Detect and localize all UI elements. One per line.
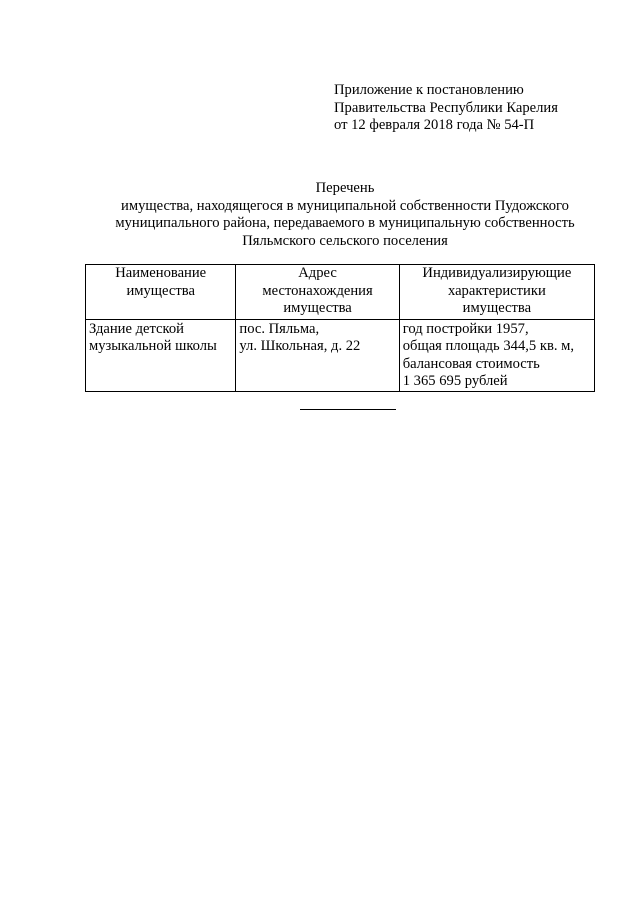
table-header-row bbox=[86, 265, 595, 320]
appendix-header bbox=[334, 82, 558, 135]
header-address-line: имущества bbox=[283, 300, 352, 316]
cell-address-line: ул. Школьная, д. 22 bbox=[239, 338, 361, 354]
appendix-line-3: от 12 февраля 2018 года № 54-П bbox=[334, 117, 535, 133]
title-line-3: Пяльмского сельского поселения bbox=[242, 232, 448, 249]
title-heading: Перечень bbox=[315, 180, 375, 196]
header-address-line: местонахождения bbox=[262, 282, 373, 299]
cell-name-line: музыкальной школы bbox=[89, 338, 217, 354]
cell-address-line: пос. Пяльма, bbox=[239, 320, 320, 337]
document-title bbox=[90, 180, 600, 250]
header-name-line: Наименование bbox=[115, 265, 207, 281]
cell-address bbox=[236, 319, 399, 391]
cell-characteristics-line: балансовая стоимость bbox=[402, 355, 540, 372]
table-row bbox=[86, 319, 595, 391]
cell-name-line: Здание детской bbox=[89, 320, 184, 337]
header-characteristics-line: характеристики bbox=[447, 282, 546, 299]
header-characteristics-line: Индивидуализирующие bbox=[422, 265, 572, 281]
header-characteristics-line: имущества bbox=[462, 300, 532, 316]
header-address bbox=[236, 265, 399, 320]
title-line-2: муниципального района, передаваемого в муниципальную собственность bbox=[115, 215, 575, 231]
property-table bbox=[85, 264, 595, 392]
appendix-line-1: Приложение к постановлению bbox=[334, 82, 524, 98]
header-characteristics bbox=[399, 265, 594, 320]
cell-characteristics-line: общая площадь 344,5 кв. м, bbox=[402, 338, 575, 354]
footer-divider bbox=[300, 409, 396, 410]
cell-characteristics bbox=[399, 319, 594, 391]
cell-name bbox=[86, 319, 236, 391]
header-name bbox=[86, 265, 236, 320]
title-line-1: имущества, находящегося в муниципальной собственности Пудожского bbox=[121, 197, 569, 214]
appendix-line-2: Правительства Республики Карелия bbox=[334, 99, 558, 116]
cell-characteristics-line: 1 365 695 рублей bbox=[402, 373, 508, 389]
cell-characteristics-line: год постройки 1957, bbox=[402, 320, 529, 337]
header-address-line: Адрес bbox=[298, 265, 337, 281]
header-name-line: имущества bbox=[126, 282, 195, 299]
